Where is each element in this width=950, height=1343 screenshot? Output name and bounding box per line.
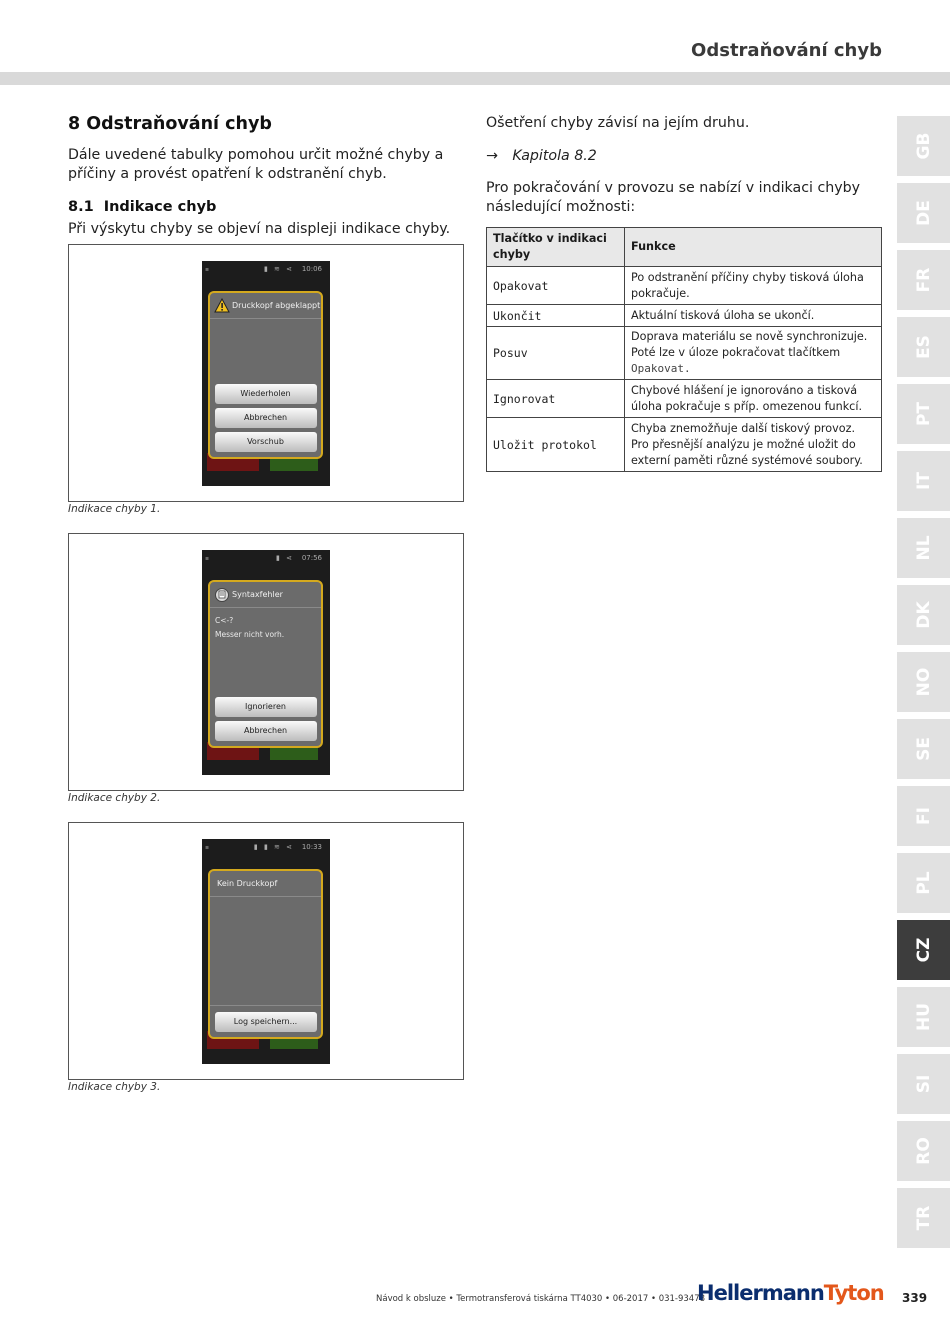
lang-tab-cz[interactable]: CZ (897, 920, 950, 980)
left-column (68, 114, 464, 239)
lang-tab-fr[interactable]: FR (897, 250, 950, 310)
syntax-error-icon (214, 587, 230, 603)
dialog-buttons (210, 693, 321, 741)
lang-tab-hu[interactable]: HU (897, 987, 950, 1047)
dialog-message: C<-? Messer nicht vorh. (215, 616, 285, 639)
save-log-button[interactable]: Log speichern... (215, 1012, 317, 1032)
table-cell-button: Uložit protokol (487, 418, 625, 472)
warning-icon (214, 298, 230, 313)
lang-tab-pt[interactable]: PT (897, 384, 950, 444)
right-paragraph-1: Ošetření chyby závisí na jejím druhu. (486, 115, 750, 131)
table-cell-function: Doprava materiálu se nově synchronizuje. Poté lze v úloze pokračovat tlačítkem Opakovat. (625, 327, 882, 380)
table-header-button: Tlačítko v indikaci chyby (487, 228, 625, 267)
cancel-button[interactable]: Abbrechen (215, 721, 317, 741)
retry-button[interactable]: Wiederholen (215, 384, 317, 404)
figure-2 (68, 533, 464, 791)
error-dialog (208, 869, 323, 1039)
table-cell-button: Ukončit (487, 305, 625, 327)
right-column (486, 114, 882, 232)
lang-tab-se[interactable]: SE (897, 719, 950, 779)
error-dialog (208, 291, 323, 459)
figure-3 (68, 822, 464, 1080)
lang-tab-de[interactable]: DE (897, 183, 950, 243)
status-icons: ▮ ▮ ≋ ⋖ (253, 843, 294, 851)
table-row (487, 418, 882, 472)
lang-tab-dk[interactable]: DK (897, 585, 950, 645)
error-options-table (486, 227, 882, 472)
lang-tab-tr[interactable]: TR (897, 1188, 950, 1248)
right-paragraph-2: Pro pokračování v provozu se nabízí v indikaci chyby následující možnosti: (486, 180, 861, 215)
figure-3-caption: Indikace chyby 3. (68, 1081, 161, 1093)
page-header-title: Odstraňování chyb (691, 40, 882, 61)
section-heading: 8 Odstraňování chyb (68, 114, 272, 134)
table-header-row (487, 228, 882, 267)
hellermanntyton-logo: HellermannTyton (697, 1281, 884, 1305)
chapter-reference[interactable] (486, 148, 882, 164)
language-tabs (897, 116, 950, 1255)
feed-button[interactable]: Vorschub (215, 432, 317, 452)
table-cell-button: Opakovat (487, 267, 625, 305)
status-icons: ▮ ≋ ⋖ (263, 265, 294, 273)
table-cell-function: Chyba znemožňuje další tiskový provoz. Pro přesnější analýzu je možné uložit do externí paměti různé systémové soubory. (625, 418, 882, 472)
table-cell-button: Ignorovat (487, 380, 625, 418)
dialog-buttons (210, 380, 321, 452)
lang-tab-fi[interactable]: FI (897, 786, 950, 846)
table-cell-button: Posuv (487, 327, 625, 380)
lang-tab-gb[interactable]: GB (897, 116, 950, 176)
device-screen (202, 261, 330, 486)
table-cell-function: Po odstranění příčiny chyby tisková úloha pokračuje. (625, 267, 882, 305)
dialog-buttons (210, 1005, 321, 1032)
status-bar: ▪ ▮ ⋖ 07:56 (205, 554, 322, 562)
lang-tab-es[interactable]: ES (897, 317, 950, 377)
header-bar (0, 72, 950, 85)
status-icons: ▮ ⋖ (276, 554, 294, 562)
subsection-heading: 8.1 Indikace chyb (68, 199, 217, 215)
table-row (487, 305, 882, 327)
table-header-function: Funkce (625, 228, 882, 267)
ignore-button[interactable]: Ignorieren (215, 697, 317, 717)
lang-tab-pl[interactable]: PL (897, 853, 950, 913)
device-screen (202, 550, 330, 775)
section-intro: Dále uvedené tabulky pomohou určit možné chyby a příčiny a provést opatření k odstranění chyb. (68, 147, 444, 182)
figure-1 (68, 244, 464, 502)
table-row (487, 380, 882, 418)
cancel-button[interactable]: Abbrechen (215, 408, 317, 428)
subsection-text: Při výskytu chyby se objeví na displeji indikace chyby. (68, 221, 451, 237)
chapter-link[interactable]: Kapitola 8.2 (512, 148, 597, 164)
lang-tab-ro[interactable]: RO (897, 1121, 950, 1181)
table-row (487, 327, 882, 380)
error-dialog (208, 580, 323, 748)
lang-tab-si[interactable]: SI (897, 1054, 950, 1114)
table-cell-function: Chybové hlášení je ignorováno a tisková úloha pokračuje s příp. omezenou funkcí. (625, 380, 882, 418)
status-bar: ▪ ▮ ≋ ⋖ 10:06 (205, 265, 322, 273)
footer-text: Návod k obsluze • Termotransferová tiskárna TT4030 • 06-2017 • 031-93478 (376, 1294, 706, 1304)
status-bar: ▪ ▮ ▮ ≋ ⋖ 10:33 (205, 843, 322, 851)
lang-tab-no[interactable]: NO (897, 652, 950, 712)
lang-tab-it[interactable]: IT (897, 451, 950, 511)
lang-tab-nl[interactable]: NL (897, 518, 950, 578)
dialog-title: Syntaxfehler (210, 582, 321, 608)
table-cell-function: Aktuální tisková úloha se ukončí. (625, 305, 882, 327)
page-number: 339 (902, 1291, 928, 1305)
dialog-title: Druckkopf abgeklappt (210, 293, 321, 319)
figure-2-caption: Indikace chyby 2. (68, 792, 161, 804)
figure-1-caption: Indikace chyby 1. (68, 503, 161, 515)
dialog-title: Kein Druckkopf (210, 871, 321, 897)
arrow-right-icon: → (486, 148, 498, 164)
device-screen (202, 839, 330, 1064)
table-row (487, 267, 882, 305)
